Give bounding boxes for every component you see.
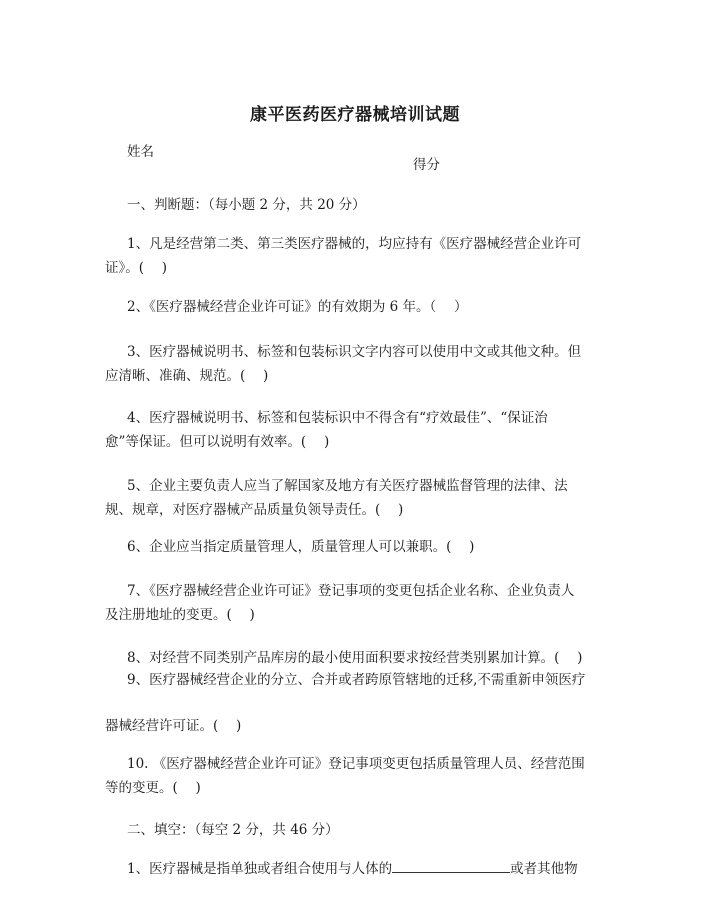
name-label: 姓名	[127, 144, 154, 160]
page-title: 康平医药医疗器械培训试题	[250, 105, 460, 125]
fill-question-1-text-before: 1、医疗器械是指单独或者组合使用与人体的	[127, 861, 393, 877]
question-7-line-1: 7、《医疗器械经营企业许可证》登记事项的变更包括企业名称、企业负责人	[127, 583, 575, 599]
question-8-line-1: 8、对经营不同类别产品库房的最小使用面积要求按经营类别累加计算。( )	[127, 650, 583, 666]
question-10	[105, 752, 605, 800]
question-9-line-2: 器械经营许可证。( )	[105, 718, 242, 734]
question-5-line-1: 5、企业主要负责人应当了解国家及地方有关医疗器械监督管理的法律、法	[127, 478, 568, 494]
score-label: 得分	[413, 157, 440, 173]
question-10-line-1: 10. 《医疗器械经营企业许可证》登记事项变更包括质量管理人员、经营范围	[127, 756, 585, 772]
question-1-line-1: 1、凡是经营第二类、第三类医疗器械的，均应持有《医疗器械经营企业许可	[127, 236, 582, 252]
question-3	[105, 340, 605, 388]
section-fill-in-heading: 二、填空：（每空 2 分，共 46 分）	[127, 822, 339, 838]
question-4-line-2: 愈”等保证。但可以说明有效率。( )	[105, 434, 330, 450]
question-2	[105, 295, 605, 319]
question-4	[105, 406, 605, 454]
question-9	[105, 668, 605, 738]
question-7	[105, 579, 605, 627]
question-5	[105, 474, 605, 522]
question-3-line-1: 3、医疗器械说明书、标签和包装标识文字内容可以使用中文或其他文种。但	[127, 344, 582, 360]
fill-question-1-text-after: 或者其他物	[510, 861, 578, 877]
question-9-line-1: 9、医疗器械经营企业的分立、合并或者跨原管辖地的迁移,不需重新申领医疗	[127, 672, 586, 688]
question-3-line-2: 应清晰、准确、规范。( )	[105, 368, 269, 384]
question-5-line-2: 规、规章，对医疗器械产品质量负领导责任。( )	[105, 502, 404, 518]
question-10-line-2: 等的变更。( )	[105, 780, 201, 796]
fill-question-1-blank[interactable]	[392, 858, 510, 873]
question-1-line-2: 证》。( )	[105, 260, 168, 276]
question-6-line-1: 6、企业应当指定质量管理人，质量管理人可以兼职。( )	[127, 539, 475, 555]
question-6	[105, 535, 605, 559]
fill-question-1	[105, 857, 605, 881]
question-8	[105, 646, 605, 670]
question-4-line-1: 4、医疗器械说明书、标签和包装标识中不得含有“疗效最佳”、“保证治	[127, 410, 548, 426]
section-true-false-heading: 一、判断题：（每小题 2 分，共 20 分）	[127, 197, 366, 213]
question-1	[105, 232, 605, 280]
question-7-line-2: 及注册地址的变更。( )	[105, 607, 255, 623]
question-2-line-1: 2、《医疗器械经营企业许可证》的有效期为 6 年。（ ）	[127, 299, 468, 315]
